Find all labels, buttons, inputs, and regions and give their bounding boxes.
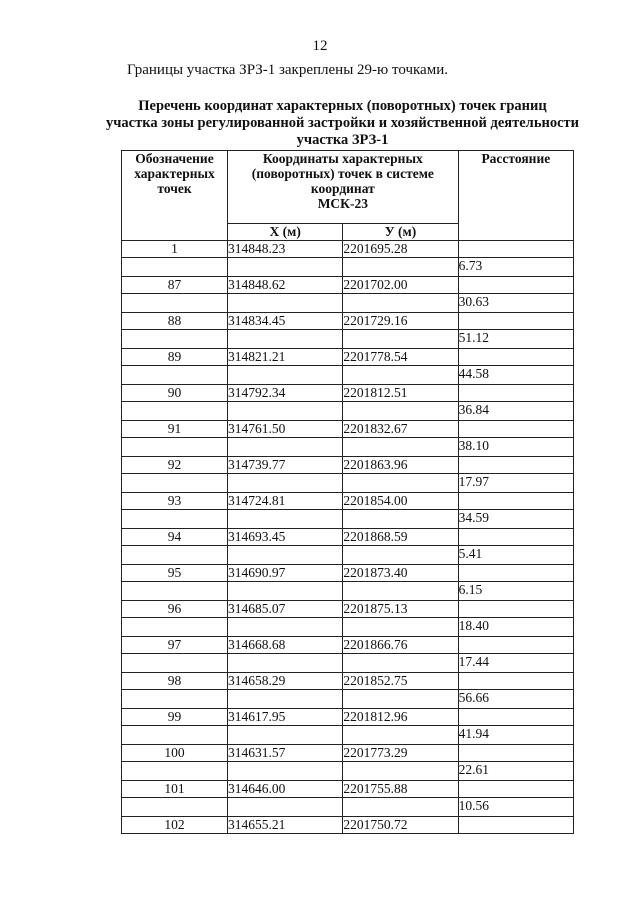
y-coordinate: 2201832.67 (343, 421, 458, 438)
header-y: У (м) (343, 224, 458, 241)
point-id: 96 (122, 601, 228, 618)
empty-cell (228, 474, 343, 493)
x-coordinate: 314724.81 (228, 493, 343, 510)
header-group-line-1: Координаты характерных (262, 151, 423, 166)
y-coordinate: 2201854.00 (343, 493, 458, 510)
distance-value: 34.59 (458, 510, 573, 529)
distance-row (122, 330, 574, 349)
point-id: 100 (122, 745, 228, 762)
table-row (122, 457, 574, 474)
distance-value: 17.97 (458, 474, 573, 493)
empty-cell (122, 258, 228, 277)
empty-cell (228, 294, 343, 313)
point-id: 98 (122, 673, 228, 690)
distance-empty-cell (458, 565, 573, 582)
distance-empty-cell (458, 745, 573, 762)
distance-value: 18.40 (458, 618, 573, 637)
point-id: 89 (122, 349, 228, 366)
header-x: X (м) (228, 224, 343, 241)
page-number: 12 (312, 38, 328, 54)
header-point-name-line-3: точек (157, 181, 192, 196)
distance-row (122, 762, 574, 781)
empty-cell (122, 726, 228, 745)
heading-line-2: участка зоны регулированной застройки и хозяйственной деятельности (106, 115, 579, 131)
distance-empty-cell (458, 421, 573, 438)
table-row (122, 673, 574, 690)
distance-value: 41.94 (458, 726, 573, 745)
distance-value: 56.66 (458, 690, 573, 709)
x-coordinate: 314655.21 (228, 817, 343, 834)
table-row (122, 565, 574, 582)
empty-cell (343, 798, 458, 817)
header-distance: Расстояние (458, 151, 573, 241)
table-row (122, 601, 574, 618)
y-coordinate: 2201695.28 (343, 241, 458, 258)
distance-empty-cell (458, 349, 573, 366)
y-coordinate: 2201875.13 (343, 601, 458, 618)
distance-row (122, 366, 574, 385)
distance-row (122, 582, 574, 601)
table-row (122, 529, 574, 546)
empty-cell (228, 402, 343, 421)
distance-empty-cell (458, 673, 573, 690)
distance-value: 38.10 (458, 438, 573, 457)
table-row (122, 349, 574, 366)
x-coordinate: 314739.77 (228, 457, 343, 474)
empty-cell (343, 366, 458, 385)
distance-empty-cell (458, 601, 573, 618)
distance-value: 6.73 (458, 258, 573, 277)
empty-cell (228, 510, 343, 529)
point-id: 101 (122, 781, 228, 798)
x-coordinate: 314693.45 (228, 529, 343, 546)
distance-empty-cell (458, 493, 573, 510)
distance-empty-cell (458, 781, 573, 798)
y-coordinate: 2201812.96 (343, 709, 458, 726)
distance-value: 10.56 (458, 798, 573, 817)
distance-value: 51.12 (458, 330, 573, 349)
table-row (122, 781, 574, 798)
distance-row (122, 726, 574, 745)
header-coordinates-group (228, 151, 459, 224)
distance-value: 5.41 (458, 546, 573, 565)
point-id: 93 (122, 493, 228, 510)
y-coordinate: 2201852.75 (343, 673, 458, 690)
header-group-line-4: МСК-23 (317, 196, 368, 211)
x-coordinate: 314631.57 (228, 745, 343, 762)
distance-value: 44.58 (458, 366, 573, 385)
y-coordinate: 2201778.54 (343, 349, 458, 366)
point-id: 94 (122, 529, 228, 546)
distance-row (122, 474, 574, 493)
empty-cell (228, 546, 343, 565)
y-coordinate: 2201863.96 (343, 457, 458, 474)
empty-cell (228, 690, 343, 709)
distance-row (122, 690, 574, 709)
point-id: 1 (122, 241, 228, 258)
x-coordinate: 314848.62 (228, 277, 343, 294)
empty-cell (228, 762, 343, 781)
point-id: 99 (122, 709, 228, 726)
header-group-line-3: координат (310, 181, 375, 196)
point-id: 90 (122, 385, 228, 402)
table-row (122, 817, 574, 834)
distance-row (122, 438, 574, 457)
distance-value: 22.61 (458, 762, 573, 781)
empty-cell (228, 258, 343, 277)
header-point-name-line-1: Обозначение (135, 151, 214, 166)
distance-empty-cell (458, 313, 573, 330)
y-coordinate: 2201773.29 (343, 745, 458, 762)
empty-cell (343, 690, 458, 709)
empty-cell (343, 654, 458, 673)
y-coordinate: 2201750.72 (343, 817, 458, 834)
header-group-line-2: (поворотных) точек в системе (251, 166, 434, 181)
empty-cell (122, 474, 228, 493)
table-row (122, 421, 574, 438)
table-row (122, 385, 574, 402)
empty-cell (228, 366, 343, 385)
empty-cell (343, 546, 458, 565)
x-coordinate: 314658.29 (228, 673, 343, 690)
empty-cell (228, 330, 343, 349)
empty-cell (343, 294, 458, 313)
empty-cell (122, 402, 228, 421)
x-coordinate: 314617.95 (228, 709, 343, 726)
empty-cell (343, 438, 458, 457)
point-id: 87 (122, 277, 228, 294)
distance-row (122, 654, 574, 673)
point-id: 102 (122, 817, 228, 834)
distance-empty-cell (458, 277, 573, 294)
distance-row (122, 798, 574, 817)
empty-cell (343, 510, 458, 529)
y-coordinate: 2201873.40 (343, 565, 458, 582)
empty-cell (228, 582, 343, 601)
empty-cell (343, 762, 458, 781)
header-point-name-line-2: характерных (134, 166, 215, 181)
x-coordinate: 314834.45 (228, 313, 343, 330)
distance-value: 30.63 (458, 294, 573, 313)
empty-cell (122, 798, 228, 817)
distance-empty-cell (458, 241, 573, 258)
x-coordinate: 314690.97 (228, 565, 343, 582)
distance-row (122, 294, 574, 313)
table-body (122, 241, 574, 834)
empty-cell (228, 726, 343, 745)
point-id: 92 (122, 457, 228, 474)
distance-value: 36.84 (458, 402, 573, 421)
table-row (122, 637, 574, 654)
distance-row (122, 546, 574, 565)
distance-empty-cell (458, 457, 573, 474)
y-coordinate: 2201729.16 (343, 313, 458, 330)
table-row (122, 277, 574, 294)
empty-cell (343, 330, 458, 349)
distance-empty-cell (458, 529, 573, 546)
y-coordinate: 2201702.00 (343, 277, 458, 294)
distance-row (122, 510, 574, 529)
y-coordinate: 2201866.76 (343, 637, 458, 654)
empty-cell (122, 294, 228, 313)
point-id: 97 (122, 637, 228, 654)
table-row (122, 241, 574, 258)
x-coordinate: 314792.34 (228, 385, 343, 402)
empty-cell (122, 618, 228, 637)
coordinates-table (121, 150, 574, 834)
point-id: 88 (122, 313, 228, 330)
empty-cell (122, 546, 228, 565)
empty-cell (122, 654, 228, 673)
table-row (122, 313, 574, 330)
empty-cell (343, 402, 458, 421)
empty-cell (122, 690, 228, 709)
empty-cell (122, 330, 228, 349)
table-row (122, 493, 574, 510)
x-coordinate: 314646.00 (228, 781, 343, 798)
y-coordinate: 2201812.51 (343, 385, 458, 402)
distance-value: 6.15 (458, 582, 573, 601)
x-coordinate: 314685.07 (228, 601, 343, 618)
empty-cell (122, 366, 228, 385)
empty-cell (228, 798, 343, 817)
empty-cell (343, 618, 458, 637)
table-row (122, 709, 574, 726)
distance-empty-cell (458, 637, 573, 654)
empty-cell (122, 438, 228, 457)
point-id: 91 (122, 421, 228, 438)
empty-cell (343, 258, 458, 277)
x-coordinate: 314668.68 (228, 637, 343, 654)
empty-cell (228, 654, 343, 673)
distance-empty-cell (458, 385, 573, 402)
empty-cell (343, 582, 458, 601)
table-heading (80, 98, 605, 149)
distance-empty-cell (458, 817, 573, 834)
empty-cell (122, 582, 228, 601)
empty-cell (228, 438, 343, 457)
point-id: 95 (122, 565, 228, 582)
distance-row (122, 402, 574, 421)
empty-cell (122, 510, 228, 529)
distance-row (122, 618, 574, 637)
x-coordinate: 314848.23 (228, 241, 343, 258)
empty-cell (343, 474, 458, 493)
intro-text: Границы участка ЗРЗ-1 закреплены 29-ю точками. (127, 62, 448, 78)
x-coordinate: 314821.21 (228, 349, 343, 366)
x-coordinate: 314761.50 (228, 421, 343, 438)
y-coordinate: 2201755.88 (343, 781, 458, 798)
empty-cell (122, 762, 228, 781)
heading-line-1: Перечень координат характерных (поворотных) точек границ (138, 98, 547, 114)
y-coordinate: 2201868.59 (343, 529, 458, 546)
table-row (122, 745, 574, 762)
empty-cell (228, 618, 343, 637)
empty-cell (343, 726, 458, 745)
distance-row (122, 258, 574, 277)
distance-value: 17.44 (458, 654, 573, 673)
distance-empty-cell (458, 709, 573, 726)
heading-line-3: участка ЗРЗ-1 (296, 132, 389, 148)
header-point-name (122, 151, 228, 241)
